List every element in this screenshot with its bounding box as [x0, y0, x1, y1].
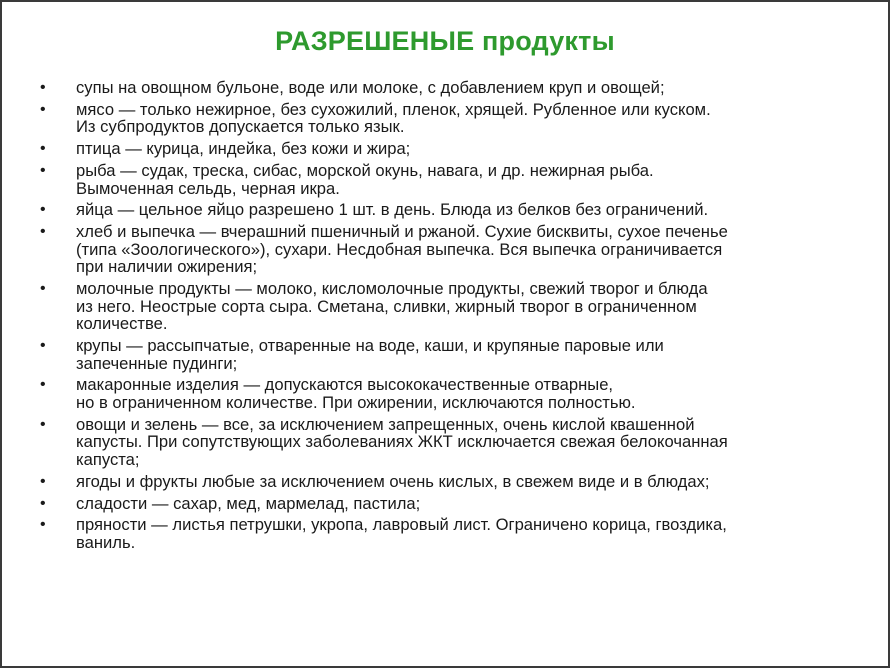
list-item-text: яйца — цельное яйцо разрешено 1 шт. в день. Блюда из белков без ограничений. [76, 200, 709, 220]
bullet-icon: • [40, 280, 46, 298]
list-item-text: супы на овощном бульоне, воде или молоке, с добавлением круп и овощей; [76, 78, 665, 97]
list-item-text: птица — курица, индейка, без кожи и жира; [76, 139, 411, 159]
title-highlight: РАЗРЕШЕНЫЕ [275, 26, 475, 56]
list-item-text: сладости — сахар, мед, мармелад, пастила; [76, 493, 421, 513]
bullet-icon: • [40, 376, 46, 394]
list-item-text: мясо — только нежирное, без сухожилий, пленок, хрящей. Рубленное или куском. Из субпродуктов допускается только язык. [76, 99, 711, 137]
bullet-icon: • [40, 100, 46, 118]
page-title [2, 26, 888, 57]
bullet-icon: • [40, 201, 46, 219]
list-item [38, 140, 868, 158]
list-item-text: крупы — рассыпчатые, отваренные на воде, каши, и крупяные паровые или запеченные пудинги; [76, 336, 664, 373]
list-item-text: ягоды и фрукты любые за исключением очень кислых, в свежем виде и в блюдах; [76, 471, 710, 491]
list-item [38, 201, 868, 219]
list-item [38, 337, 868, 372]
list-item [38, 280, 868, 333]
bullet-icon: • [40, 494, 46, 512]
list-item-text: пряности — листья петрушки, укропа, лавровый лист. Ограничено корица, гвоздика, ваниль. [76, 515, 727, 552]
bullet-icon: • [40, 337, 46, 355]
bullet-icon: • [40, 516, 46, 534]
list-item [38, 79, 868, 97]
list-item [38, 223, 868, 276]
bullet-icon: • [40, 415, 46, 433]
list-item [38, 495, 868, 513]
list-item-text: рыба — судак, треска, сибас, морской окунь, навага, и др. нежирная рыба. Вымоченная сельдь, черная икра. [76, 160, 654, 198]
bullet-icon: • [40, 140, 46, 158]
list-item-text: макаронные изделия — допускаются высококачественные отварные, но в ограниченном количестве. При ожирении, исключаются полностью. [76, 375, 636, 412]
list-item-text: молочные продукты — молоко, кисломолочные продукты, свежий творог и блюда из него. Неострые сорта сыра. Сметана, сливки, жирный творог в ограниченном количестве. [76, 279, 708, 334]
list-item-text: хлеб и выпечка — вчерашний пшеничный и ржаной. Сухие бисквиты, сухое печенье (типа «Зоологического»), сухари. Несдобная выпечка. Вся выпечка ограничивается при наличии ожирения; [76, 222, 728, 277]
bullet-icon: • [40, 79, 46, 96]
list-item [38, 473, 868, 491]
bullet-icon: • [40, 161, 46, 179]
list-item [38, 416, 868, 469]
bullet-icon: • [40, 472, 46, 490]
title-rest: продукты [474, 26, 615, 56]
list-item [38, 162, 868, 197]
list-item [38, 516, 868, 551]
allowed-products-list [38, 79, 868, 556]
bullet-icon: • [40, 223, 46, 241]
list-item-text: овощи и зелень — все, за исключением запрещенных, очень кислой квашенной капусты. При сопутствующих заболеваниях ЖКТ исключается свежая белокочанная капуста; [76, 414, 728, 469]
list-item [38, 101, 868, 136]
list-item [38, 376, 868, 411]
